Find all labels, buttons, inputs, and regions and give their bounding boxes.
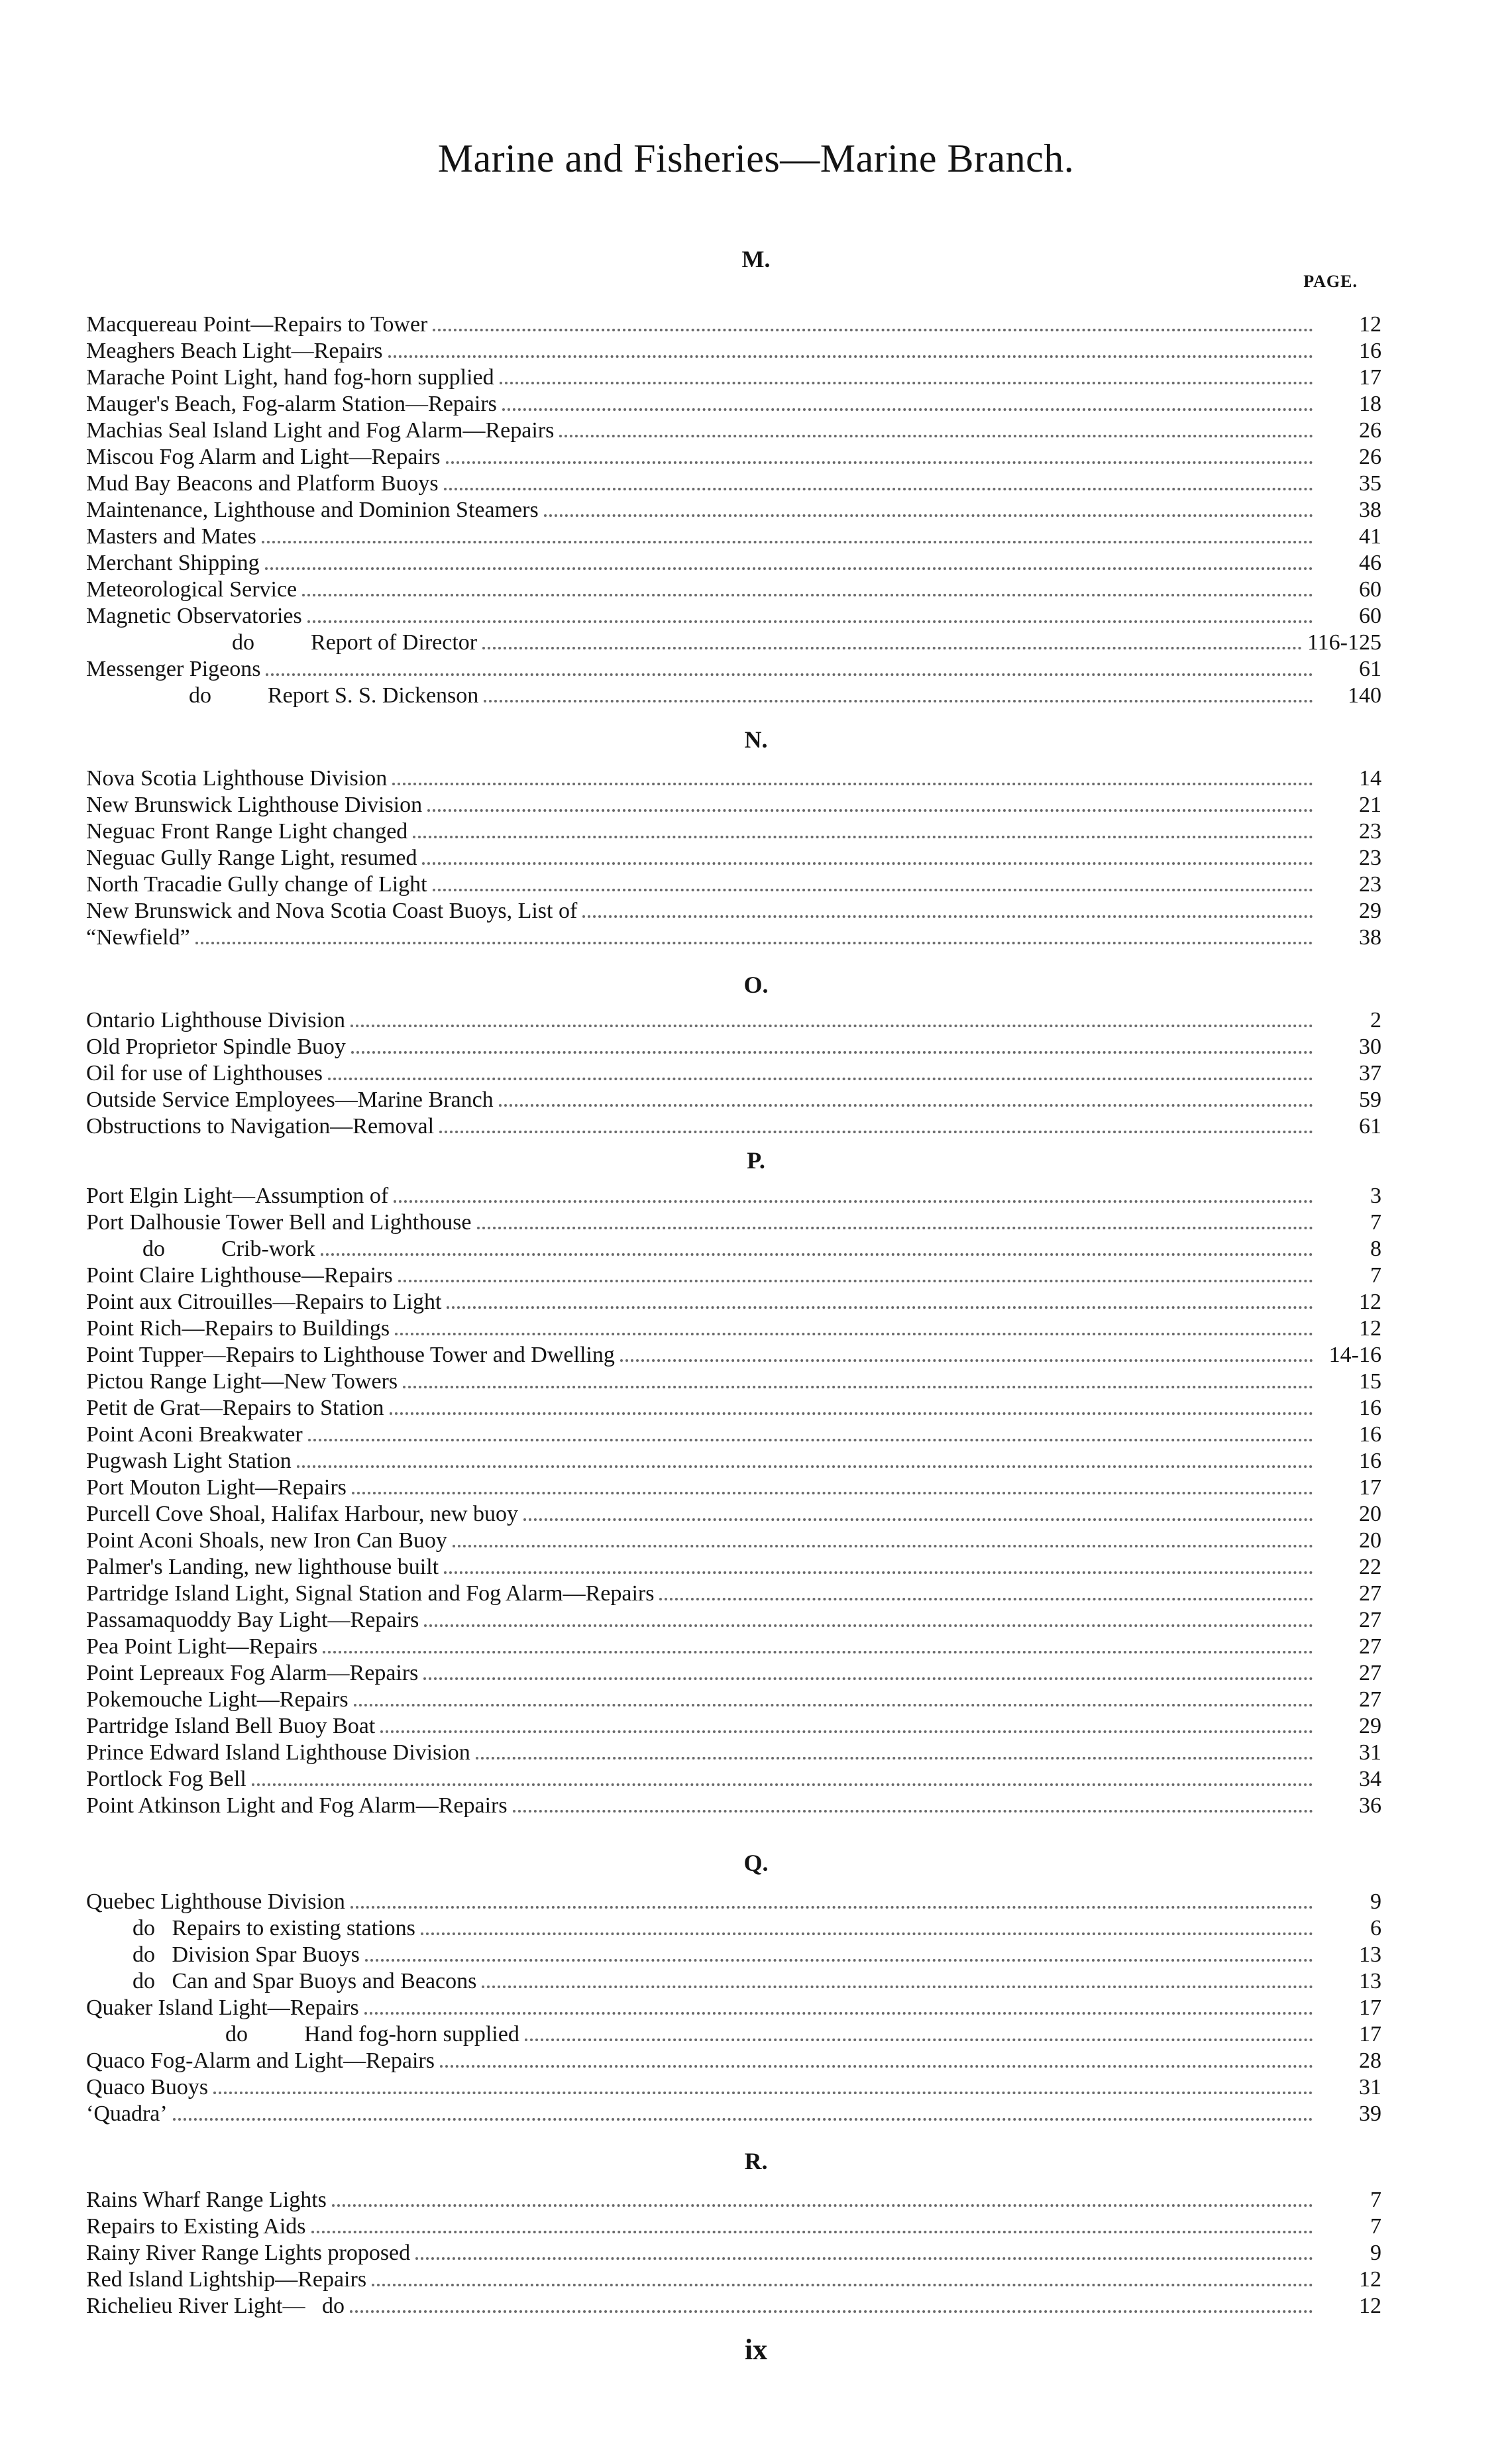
entry-page-number: 31: [1359, 1740, 1381, 1765]
entry-title: Rainy River Range Lights proposed: [86, 2241, 411, 2265]
entry-title: Maintenance, Lighthouse and Dominion Steamers: [86, 498, 539, 522]
entry-title: Mud Bay Beacons and Platform Buoys: [86, 471, 439, 496]
entry-page-number: 36: [1359, 1793, 1381, 1818]
dot-leader: [476, 1756, 1313, 1760]
dot-leader: [311, 2230, 1314, 2233]
index-entry: [86, 311, 1381, 338]
entry-title: Nova Scotia Lighthouse Division: [86, 766, 388, 791]
entry-title: Masters and Mates: [86, 524, 256, 549]
page-column-header: PAGE.: [1303, 272, 1358, 291]
dot-leader: [500, 381, 1313, 384]
index-entry: [86, 1262, 1381, 1289]
index-entry: [86, 2101, 1381, 2127]
dot-leader: [302, 593, 1313, 596]
index-entry: [86, 683, 1381, 709]
index-entry: [86, 845, 1381, 871]
entry-title: Port Dalhousie Tower Bell and Lighthouse: [86, 1210, 472, 1235]
dot-leader: [265, 567, 1313, 570]
entry-title: New Brunswick and Nova Scotia Coast Buoys, List of: [86, 899, 578, 923]
entry-page-number: 61: [1359, 657, 1381, 681]
entry-page-number: 59: [1359, 1088, 1381, 1112]
dot-leader: [323, 1650, 1313, 1653]
dot-leader: [440, 2064, 1313, 2068]
index-entry: [86, 1183, 1381, 1209]
entry-page-number: 27: [1359, 1608, 1381, 1632]
section-letter: M.: [741, 246, 771, 272]
dot-leader: [484, 699, 1313, 702]
dot-leader: [502, 408, 1313, 411]
entry-title: do Division Spar Buoys: [133, 1942, 360, 1967]
index-entry: [86, 577, 1381, 603]
dot-leader: [427, 809, 1313, 812]
entry-title: Marache Point Light, hand fog-horn supplied: [86, 365, 494, 390]
entry-page-number: 27: [1359, 1687, 1381, 1712]
entry-page-number: 9: [1370, 2241, 1381, 2265]
entry-page-number: 18: [1359, 392, 1381, 416]
entry-page-number: 13: [1359, 1969, 1381, 1993]
entry-title: Meaghers Beach Light—Repairs: [86, 339, 383, 363]
index-entry: [86, 1915, 1381, 1942]
index-entry: [86, 1740, 1381, 1766]
section-letter: N.: [744, 726, 768, 753]
entry-page-number: 12: [1359, 2294, 1381, 2318]
dot-leader: [525, 2038, 1313, 2041]
index-entry: [86, 1289, 1381, 1315]
entry-page-number: 28: [1359, 2048, 1381, 2073]
entry-title: Outside Service Employees—Marine Branch: [86, 1088, 494, 1112]
entry-title: Point Tupper—Repairs to Lighthouse Tower and Dwelling: [86, 1343, 615, 1367]
index-entry: [86, 1007, 1381, 1034]
index-entry: [86, 630, 1381, 656]
entry-title: Palmer's Landing, new lighthouse built: [86, 1555, 439, 1579]
entry-page-number: 17: [1359, 365, 1381, 390]
index-entry: [86, 1369, 1381, 1395]
entry-page-number: 3: [1370, 1184, 1381, 1208]
entry-title: Quebec Lighthouse Division: [86, 1889, 345, 1914]
dot-leader: [195, 941, 1313, 944]
page-title: Marine and Fisheries—Marine Branch.: [437, 137, 1075, 180]
entry-page-number: 14: [1359, 766, 1381, 791]
entry-title: Point Claire Lighthouse—Repairs: [86, 1263, 393, 1288]
index-entry: [86, 1209, 1381, 1236]
entry-page-number: 16: [1359, 1449, 1381, 1473]
entry-title: Point Aconi Shoals, new Iron Can Buoy: [86, 1528, 447, 1553]
entry-page-number: 29: [1359, 899, 1381, 923]
entry-page-number: 35: [1359, 471, 1381, 496]
dot-leader: [372, 2283, 1313, 2286]
section-letter: Q.: [743, 1850, 769, 1876]
index-entry: [86, 1581, 1381, 1607]
entry-title: do Report S. S. Dickenson: [189, 683, 479, 708]
dot-leader: [444, 1571, 1313, 1574]
entry-title: Partridge Island Bell Buoy Boat: [86, 1714, 376, 1738]
entry-page-number: 60: [1359, 604, 1381, 628]
index-entry: [86, 2240, 1381, 2266]
index-entry: [86, 1395, 1381, 1422]
entry-page-number: 60: [1359, 577, 1381, 602]
entry-title: Neguac Gully Range Light, resumed: [86, 846, 417, 870]
index-entry: [86, 1713, 1381, 1740]
entry-page-number: 12: [1359, 1316, 1381, 1341]
entry-page-number: 39: [1359, 2101, 1381, 2126]
dot-leader: [421, 1932, 1313, 1935]
dot-leader: [482, 646, 1302, 649]
entry-title: Repairs to Existing Aids: [86, 2214, 306, 2239]
dot-leader: [423, 1677, 1313, 1680]
dot-leader: [446, 461, 1313, 464]
entry-page-number: 12: [1359, 312, 1381, 337]
entry-title: Miscou Fog Alarm and Light—Repairs: [86, 445, 441, 469]
index-entry: [86, 1060, 1381, 1087]
entry-title: Point Rich—Repairs to Buildings: [86, 1316, 390, 1341]
dot-leader: [352, 1491, 1313, 1494]
dot-leader: [447, 1306, 1313, 1309]
index-entry: [86, 792, 1381, 818]
entry-page-number: 140: [1348, 683, 1381, 708]
index-entry: [86, 1342, 1381, 1369]
dot-leader: [453, 1544, 1313, 1547]
entry-page-number: 61: [1359, 1114, 1381, 1139]
entry-page-number: 17: [1359, 1995, 1381, 2020]
entry-title: do Hand fog-horn supplied: [225, 2022, 519, 2046]
index-entry: [86, 444, 1381, 471]
dot-leader: [439, 1130, 1313, 1133]
dot-leader: [388, 355, 1313, 358]
dot-leader: [364, 2011, 1313, 2015]
index-entry: [86, 2021, 1381, 2048]
entry-title: Oil for use of Lighthouses: [86, 1061, 323, 1086]
entry-page-number: 27: [1359, 1661, 1381, 1685]
entry-page-number: 23: [1359, 872, 1381, 897]
entry-title: Messenger Pigeons: [86, 657, 261, 681]
dot-leader: [559, 434, 1313, 437]
entry-title: Point Aconi Breakwater: [86, 1422, 303, 1447]
entry-page-number: 38: [1359, 498, 1381, 522]
entry-title: Richelieu River Light— do: [86, 2294, 345, 2318]
index-entry: [86, 2074, 1381, 2101]
entry-page-number: 16: [1359, 339, 1381, 363]
dot-leader: [351, 1905, 1313, 1909]
entry-page-number: 12: [1359, 2267, 1381, 2292]
entry-title: Magnetic Observatories: [86, 604, 302, 628]
entry-page-number: 14-16: [1328, 1343, 1381, 1367]
index-entry: [86, 497, 1381, 524]
dot-leader: [392, 782, 1313, 785]
entry-page-number: 26: [1359, 445, 1381, 469]
dot-leader: [395, 1332, 1313, 1335]
entry-page-number: 38: [1359, 925, 1381, 950]
index-entry: [86, 1995, 1381, 2021]
entry-title: Port Mouton Light—Repairs: [86, 1475, 347, 1500]
entry-page-number: 15: [1359, 1369, 1381, 1394]
entry-title: Partridge Island Light, Signal Station and Fog Alarm—Repairs: [86, 1581, 655, 1606]
entry-page-number: 30: [1359, 1034, 1381, 1059]
entry-title: Purcell Cove Shoal, Halifax Harbour, new buoy: [86, 1502, 519, 1526]
entry-page-number: 26: [1359, 418, 1381, 443]
index-entry: [86, 1793, 1381, 1819]
entry-title: do Crib-work: [142, 1237, 315, 1261]
dot-leader: [444, 487, 1313, 490]
entry-title: Obstructions to Navigation—Removal: [86, 1114, 435, 1139]
entry-title: Prince Edward Island Lighthouse Division: [86, 1740, 470, 1765]
entry-page-number: 13: [1359, 1942, 1381, 1967]
index-entry: [86, 1034, 1381, 1060]
index-entry: [86, 1501, 1381, 1528]
dot-leader: [582, 915, 1313, 918]
dot-leader: [499, 1103, 1313, 1107]
entry-title: Red Island Lightship—Repairs: [86, 2267, 367, 2292]
index-entry: [86, 1528, 1381, 1554]
index-entry: [86, 898, 1381, 924]
index-entry: [86, 1554, 1381, 1581]
index-entry: [86, 765, 1381, 792]
dot-leader: [422, 862, 1313, 865]
dot-leader: [433, 888, 1313, 891]
entry-title: do Can and Spar Buoys and Beacons: [133, 1969, 477, 1993]
index-entry: [86, 1634, 1381, 1660]
entry-title: New Brunswick Lighthouse Division: [86, 793, 423, 817]
index-entry: [86, 471, 1381, 497]
entry-page-number: 23: [1359, 819, 1381, 844]
dot-leader: [380, 1730, 1313, 1733]
index-entry: [86, 818, 1381, 845]
entry-title: “Newfield”: [86, 925, 190, 950]
entry-page-number: 29: [1359, 1714, 1381, 1738]
dot-leader: [252, 1783, 1313, 1786]
index-entry: [86, 1448, 1381, 1475]
entry-page-number: 7: [1370, 1263, 1381, 1288]
entry-title: Macquereau Point—Repairs to Tower: [86, 312, 428, 337]
index-entry: [86, 338, 1381, 364]
index-entry: [86, 418, 1381, 444]
entry-title: Ontario Lighthouse Division: [86, 1008, 345, 1033]
section-letter: P.: [747, 1147, 765, 1174]
dot-leader: [390, 1412, 1314, 1415]
index-entry: [86, 1889, 1381, 1915]
dot-leader: [262, 540, 1313, 543]
dot-leader: [213, 2091, 1313, 2094]
index-entry: [86, 1113, 1381, 1140]
entry-page-number: 31: [1359, 2075, 1381, 2099]
dot-leader: [365, 1958, 1313, 1962]
entry-page-number: 9: [1370, 1889, 1381, 1914]
dot-leader: [415, 2257, 1313, 2260]
index-entry: [86, 364, 1381, 391]
entry-title: do Repairs to existing stations: [133, 1916, 415, 1940]
dot-leader: [513, 1809, 1313, 1813]
entry-page-number: 27: [1359, 1581, 1381, 1606]
entry-title: do Report of Director: [232, 630, 478, 655]
index-entry: [86, 924, 1381, 951]
index-entry: [86, 1475, 1381, 1501]
entry-title: Point aux Citrouilles—Repairs to Light: [86, 1290, 442, 1314]
entry-title: Quaker Island Light—Repairs: [86, 1995, 359, 2020]
dot-leader: [398, 1279, 1313, 1282]
entry-title: ‘Quadra’: [86, 2101, 168, 2126]
entry-page-number: 46: [1359, 551, 1381, 575]
entry-title: Meteorological Service: [86, 577, 297, 602]
entry-title: Merchant Shipping: [86, 551, 260, 575]
entry-page-number: 6: [1370, 1916, 1381, 1940]
entry-title: Point Atkinson Light and Fog Alarm—Repairs: [86, 1793, 508, 1818]
index-entry: [86, 550, 1381, 577]
entry-page-number: 27: [1359, 1634, 1381, 1659]
entry-title: North Tracadie Gully change of Light: [86, 872, 427, 897]
dot-leader: [477, 1226, 1313, 1229]
index-entry: [86, 1236, 1381, 1262]
index-entry: [86, 1942, 1381, 1968]
dot-leader: [620, 1359, 1313, 1362]
entry-title: Rains Wharf Range Lights: [86, 2188, 327, 2212]
dot-leader: [321, 1253, 1313, 1256]
dot-leader: [544, 514, 1313, 517]
dot-leader: [173, 2117, 1313, 2121]
entry-title: Neguac Front Range Light changed: [86, 819, 408, 844]
page-number: ix: [744, 2333, 768, 2366]
index-entry: [86, 1607, 1381, 1634]
dot-leader: [297, 1465, 1313, 1468]
dot-leader: [659, 1597, 1313, 1600]
dot-leader: [328, 1077, 1313, 1080]
index-entry: [86, 656, 1381, 683]
entry-title: Machias Seal Island Light and Fog Alarm—Repairs: [86, 418, 555, 443]
index-entry: [86, 1660, 1381, 1687]
dot-leader: [403, 1385, 1313, 1388]
index-entry: [86, 603, 1381, 630]
index-entry: [86, 2293, 1381, 2320]
entry-page-number: 41: [1359, 524, 1381, 549]
index-entry: [86, 391, 1381, 418]
entry-title: Pugwash Light Station: [86, 1449, 292, 1473]
entry-page-number: 23: [1359, 846, 1381, 870]
entry-title: Point Lepreaux Fog Alarm—Repairs: [86, 1661, 419, 1685]
entry-page-number: 16: [1359, 1422, 1381, 1447]
dot-leader: [433, 328, 1313, 331]
entry-title: Quaco Fog-Alarm and Light—Repairs: [86, 2048, 435, 2073]
section-letter: R.: [744, 2148, 768, 2174]
entry-page-number: 7: [1370, 2214, 1381, 2239]
index-entry: [86, 524, 1381, 550]
index-entry: [86, 2187, 1381, 2213]
index-entry: [86, 1087, 1381, 1113]
entry-page-number: 7: [1370, 2188, 1381, 2212]
index-entry: [86, 1766, 1381, 1793]
entry-title: Old Proprietor Spindle Buoy: [86, 1034, 346, 1059]
entry-page-number: 12: [1359, 1290, 1381, 1314]
dot-leader: [413, 835, 1313, 838]
entry-page-number: 7: [1370, 1210, 1381, 1235]
index-entry: [86, 2266, 1381, 2293]
dot-leader: [308, 1438, 1313, 1441]
entry-title: Pea Point Light—Repairs: [86, 1634, 318, 1659]
index-entry: [86, 871, 1381, 898]
dot-leader: [523, 1518, 1313, 1521]
index-entry: [86, 2048, 1381, 2074]
entry-title: Passamaquoddy Bay Light—Repairs: [86, 1608, 419, 1632]
entry-title: Portlock Fog Bell: [86, 1767, 246, 1791]
entry-page-number: 2: [1370, 1008, 1381, 1033]
entry-title: Quaco Buoys: [86, 2075, 209, 2099]
dot-leader: [354, 1703, 1313, 1706]
entry-page-number: 22: [1359, 1555, 1381, 1579]
index-entry: [86, 2213, 1381, 2240]
entry-page-number: 17: [1359, 2022, 1381, 2046]
dot-leader: [332, 2204, 1313, 2207]
entry-title: Port Elgin Light—Assumption of: [86, 1184, 389, 1208]
entry-page-number: 116-125: [1307, 630, 1381, 655]
entry-page-number: 20: [1359, 1502, 1381, 1526]
dot-leader: [350, 2310, 1313, 2313]
index-entry: [86, 1687, 1381, 1713]
entry-page-number: 21: [1359, 793, 1381, 817]
dot-leader: [424, 1624, 1313, 1627]
dot-leader: [394, 1200, 1313, 1203]
index-entry: [86, 1315, 1381, 1342]
entry-page-number: 20: [1359, 1528, 1381, 1553]
index-entry: [86, 1422, 1381, 1448]
index-entry: [86, 1968, 1381, 1995]
dot-leader: [482, 1985, 1313, 1988]
section-letter: O.: [743, 972, 769, 998]
dot-leader: [307, 620, 1313, 623]
entry-title: Petit de Grat—Repairs to Station: [86, 1396, 384, 1420]
dot-leader: [351, 1024, 1313, 1027]
entry-page-number: 37: [1359, 1061, 1381, 1086]
entry-title: Pictou Range Light—New Towers: [86, 1369, 398, 1394]
entry-title: Pokemouche Light—Repairs: [86, 1687, 349, 1712]
entry-page-number: 17: [1359, 1475, 1381, 1500]
dot-leader: [351, 1050, 1313, 1054]
dot-leader: [266, 673, 1313, 676]
entry-page-number: 34: [1359, 1767, 1381, 1791]
entry-page-number: 8: [1370, 1237, 1381, 1261]
entry-title: Mauger's Beach, Fog-alarm Station—Repairs: [86, 392, 497, 416]
entry-page-number: 16: [1359, 1396, 1381, 1420]
